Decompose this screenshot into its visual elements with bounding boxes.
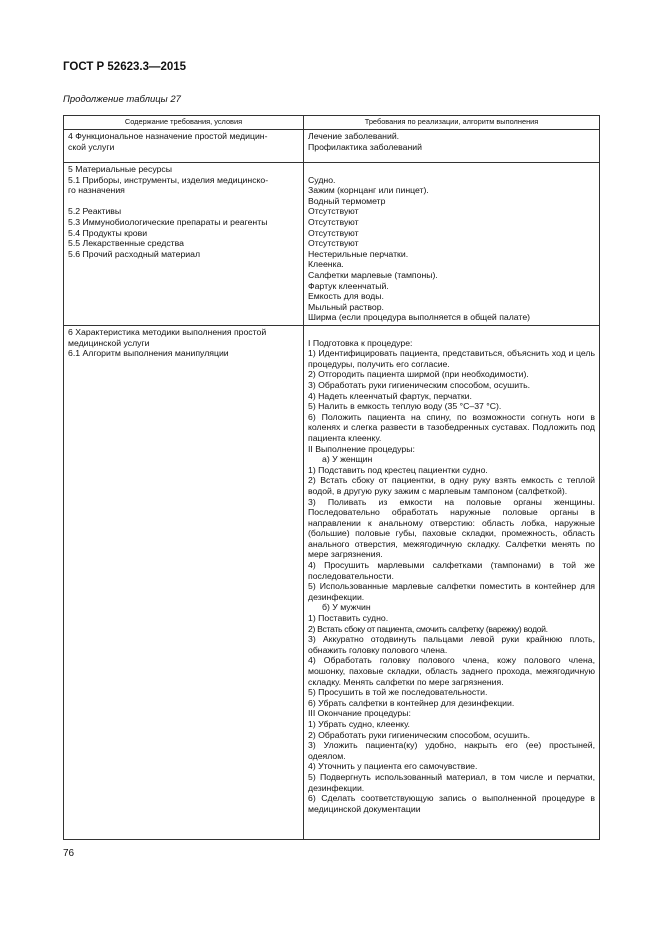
page-number: 76 xyxy=(63,848,75,859)
algorithm-step: 3) Аккуратно отодвинуть пальцами левой руки крайнюю плоть, обнажить головку полового члена. xyxy=(308,634,595,655)
algorithm-step: 1) Идентифицировать пациента, представиться, объяснить ход и цель процедуры, получить его согласие. xyxy=(308,348,595,369)
algorithm-step: 2) Встать сбоку от пациента, смочить салфетку (варежку) водой. xyxy=(308,623,548,634)
row4-left-cell xyxy=(64,130,304,163)
row5-right-line: Отсутствуют xyxy=(308,227,359,238)
algorithm-step: 2) Отгородить пациента ширмой (при необходимости). xyxy=(308,369,529,380)
row6-left-cell xyxy=(64,326,304,840)
row5-left-line: 5.2 Реактивы xyxy=(68,206,122,217)
row5-right-line: Судно. xyxy=(308,174,336,185)
algorithm-step: 1) Подставить под крестец пациентки судно. xyxy=(308,464,488,475)
row5-right-line: Отсутствуют xyxy=(308,206,359,217)
algorithm-step: 5) Просушить в той же последовательности. xyxy=(308,687,488,698)
row6-left-line: 6 Характеристика методики выполнения простой xyxy=(68,327,267,337)
algorithm-step: 5) Подвергнуть использованный материал, в том числе и перчатки, дезинфекции. xyxy=(308,771,595,793)
row6-left-line: 6.1 Алгоритм выполнения манипуляции xyxy=(68,348,229,359)
row5-left-line: го назначения xyxy=(68,185,125,196)
row5-left-line: 5.1 Приборы, инструменты, изделия медицинско- xyxy=(68,174,269,185)
algorithm-step: 4) Надеть клеенчатый фартук, перчатки. xyxy=(308,390,472,401)
algorithm-step: 4) Просушить марлевыми салфетками (тампонами) в той же последовательности. xyxy=(308,560,595,581)
section-title: II Выполнение процедуры: xyxy=(308,443,415,454)
row5-right-line: Нестерильные перчатки. xyxy=(308,248,409,259)
table-row-4 xyxy=(64,130,600,163)
algorithm-step: 6) Сделать соответствующую запись о выполненной процедуре в медицинской документации xyxy=(308,793,595,814)
row5-left-line: 5.5 Лекарственные средства xyxy=(68,238,184,249)
algorithm-step: 1) Убрать судно, клеенку. xyxy=(308,718,410,729)
row4-left-line: ской услуги xyxy=(68,141,115,152)
algorithm-step: 6) Убрать салфетки в контейнер для дезинфекции. xyxy=(308,697,515,708)
row5-right-cell xyxy=(304,163,600,326)
section-title: III Окончание процедуры: xyxy=(308,708,411,719)
table-row-5 xyxy=(64,163,600,326)
table-row-6 xyxy=(64,326,600,840)
row5-right-line: Фартук клеенчатый. xyxy=(308,280,389,291)
row5-right-line: Отсутствуют xyxy=(308,216,359,227)
spacer xyxy=(308,164,595,175)
row5-right-line: Клеенка. xyxy=(308,259,344,270)
spacer xyxy=(68,196,299,207)
row4-right-cell xyxy=(304,130,600,163)
row5-right-line: Водный термометр xyxy=(308,195,386,206)
row5-left-line: 5 Материальные ресурсы xyxy=(68,164,173,174)
subsection-title: б) У мужчин xyxy=(322,602,371,613)
algorithm-step: 3) Обработать руки гигиеническим способом, осушить. xyxy=(308,379,531,390)
algorithm-step: 2) Встать сбоку от пациентки, в одну руку взять емкость с теплой водой, в другую руку зажим с марлевым тампоном (салфеткой). xyxy=(308,475,595,496)
row5-right-line: Емкость для воды. xyxy=(308,291,384,302)
col2-header: Требования по реализации, алгоритм выполнения xyxy=(304,116,600,130)
row5-right-line: Отсутствуют xyxy=(308,238,359,249)
table-header-row xyxy=(64,116,600,130)
algorithm-step: 4) Обработать головку полового члена, кожу полового члена, мошонку, паховые складки, область заднего прохода, межягодичную складку. Менять салфетки по мере загрязнения. xyxy=(308,655,595,687)
row5-right-line: Ширма (если процедура выполняется в общей палате) xyxy=(308,312,531,323)
row4-left-line: 4 Функциональное назначение простой медицин- xyxy=(68,131,268,141)
row5-left-line: 5.6 Прочий расходный материал xyxy=(68,248,201,259)
algorithm-step: 3) Поливать из емкости на половые органы женщины. Последовательно обработать наружные половые органы в направлении к анальному отверстию: область лобка, наружные (большие) половые губы, паховые складки, промежность, область анального отверстия, межягодичную складку. Салфетки менять по мере загрязнения. xyxy=(308,496,595,560)
algorithm-step: 2) Обработать руки гигиеническим способом, осушить. xyxy=(308,729,531,740)
algorithm-step: 6) Положить пациента на спину, по возможности согнуть ноги в коленях и слегка развести в тазобедренных суставах. Подложить под пациента клеенку. xyxy=(308,411,595,443)
row6-right-cell xyxy=(304,326,600,840)
row5-right-line: Салфетки марлевые (тампоны). xyxy=(308,269,438,280)
row5-left-line: 5.4 Продукты крови xyxy=(68,227,148,238)
requirements-table xyxy=(63,115,600,840)
row4-right-line: Лечение заболеваний. xyxy=(308,131,400,141)
document-header: ГОСТ Р 52623.3—2015 xyxy=(63,61,187,73)
row5-right-line: Зажим (корнцанг или пинцет). xyxy=(308,185,429,196)
row5-left-line: 5.3 Иммунобиологические препараты и реагенты xyxy=(68,216,268,227)
algorithm-step: 5) Использованные марлевые салфетки поместить в контейнер для дезинфекции. xyxy=(308,581,595,602)
algorithm-step: 5) Налить в емкость теплую воду (35 °С–37 °С). xyxy=(308,401,502,412)
col1-header: Содержание требования, условия xyxy=(64,116,304,130)
subsection-title: а) У женщин xyxy=(322,454,373,465)
spacer xyxy=(308,327,595,338)
row5-right-line: Мыльный раствор. xyxy=(308,301,384,312)
row4-right-line: Профилактика заболеваний xyxy=(308,141,422,152)
row5-left-cell xyxy=(64,163,304,326)
algorithm-step: 1) Поставить судно. xyxy=(308,613,389,624)
table-caption: Продолжение таблицы 27 xyxy=(63,94,181,105)
algorithm-step: 3) Уложить пациента(ку) удобно, накрыть его (ее) простыней, одеялом. xyxy=(308,740,595,761)
section-title: I Подготовка к процедуре: xyxy=(308,337,413,348)
algorithm-step: 4) Уточнить у пациента его самочувствие. xyxy=(308,761,478,772)
row6-left-line: медицинской услуги xyxy=(68,337,150,348)
